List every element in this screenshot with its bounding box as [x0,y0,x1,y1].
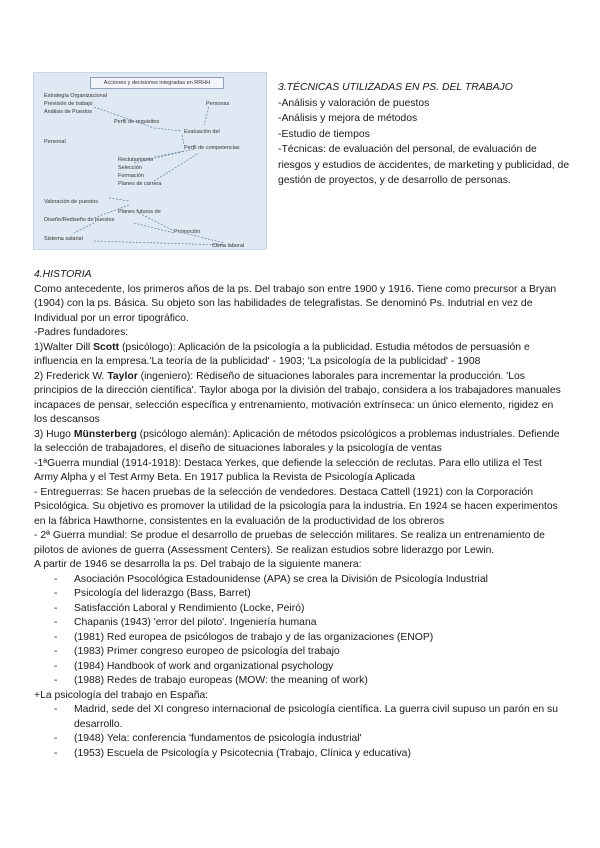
section-3-techniques [278,80,570,189]
ww1-paragraph: -1ªGuerra mundial (1914-1918): Destaca Yerkes, que defiende la selección de reclutas. Para ello utiliza el Test Army Alpha y el Test Army Beta. En 1917 publica la Revista de Psicología Aplicada [34,457,542,483]
list-item: - (1988) Redes de trabajo europeas (MOW: the meaning of work) [34,674,564,689]
diagram-label: Personas [206,101,230,107]
technique-line: -Análisis y mejora de métodos [278,113,418,124]
section-4-heading: 4.HISTORIA [34,269,92,280]
post1946-paragraph: A partir de 1946 se desarrolla la ps. Del trabajo de la siguiente manera: [34,559,362,570]
founder-name: Münsterberg [73,428,137,440]
diagram-label: Perfil de competencias [184,145,240,151]
rrhh-diagram-figure [33,72,267,250]
list-item: - Asociación Psocológica Estadounidense (APA) se crea la División de Psicología Industrial [34,573,564,588]
founder-description: (psicólogo alemán): Aplicación de métodos psicológicos a problemas industriales. Defiende la selección de trabajadores, el diseño de situaciones laborales y la psicología de ventas [34,428,560,454]
ww2-paragraph: - 2ª Guerra mundial: Se produe el desarrollo de pruebas de selección militares. Se realiza un entrenamiento de pilotos de aviones de guerra (Assessment Centers). Se realizan estudios sobre liderazgo por Lewin. [34,530,545,556]
list-item: - Satisfacción Laboral y Rendimiento (Locke, Peiró) [34,602,564,617]
diagram-label: Formación [118,173,144,179]
founder-description: (ingeniero): Rediseño de situaciones laborales para incrementar la producción. 'Los principios de la dirección científica'. Taylor aboga por la división del trabajo, considera a los trabajadores manuales incapaces de pensar, selección específica y entrenamiento, motivación extrínseca: un único elemento, rigidez en los descansos [34,370,561,425]
diagram-label: Planes de carrera [118,181,162,187]
spain-paragraph: +La psicología del trabajo en España: [34,689,209,701]
section-4-history [34,268,564,761]
founder-prefix: 1)Walter Dill [34,341,94,353]
list-item: - Madrid, sede del XI congreso internacional de psicología científica. La guerra civil supuso un parón en su desarrollo. [34,703,564,732]
founder-description: (psicólogo): Aplicación de la psicología a la publicidad. Estudia métodos de persuasión e influencia en la empresa.'La teoría de la publicidad' - 1903; 'La psicología de la publicidad' - 1908 [34,341,530,367]
founder-taylor [34,370,564,428]
list-item: - (1953) Escuela de Psicología y Psicotecnia (Trabajo, Clínica y educativa) [34,747,564,762]
interwar-paragraph: - Entreguerras: Se hacen pruebas de la selección de vendedores. Destaca Cattell (1921) con la Corporación Psicológica. Su objetivo es promover la utilidad de la psicología para la industria. En 1924 se hacen experimentos en la fábrica Hawthorne, consistentes en la evaluación de la productividad de los obreros [34,486,558,527]
diagram-label: Clima laboral [212,243,245,249]
diagram-label: Análisis de Puestos [44,109,92,115]
spain-list [34,703,564,761]
diagram-label: Sistema salarial [44,236,83,242]
founders-label: -Padres fundadores: [34,327,129,338]
diagram-label: Planes futuros de [118,209,161,215]
diagram-label: Promoción [174,229,201,235]
diagram-title: Acciones y decisiones integradas en RRHH [90,77,224,89]
list-item: - Psicología del liderazgo (Bass, Barret) [34,587,564,602]
list-item: - Chapanis (1943) 'error del piloto'. Ingeniería humana [34,616,564,631]
diagram-label: Personal [44,139,66,145]
post1946-list [34,573,564,689]
technique-line: -Análisis y valoración de puestos [278,97,430,109]
technique-line: -Técnicas: de evaluación del personal, de evaluación de riesgos y estudios de accidentes, de marketing y publicidad, de gestión de proyectos, y de desarrollo de personas. [278,144,570,186]
technique-line: -Estudio de tiempos [278,128,370,140]
founder-scott [34,341,564,370]
diagram-label: Reclutamiento [118,157,154,163]
diagram-label: Estrategia Organizacional [44,93,107,99]
diagram-label: Evaluación del [184,129,220,135]
founder-name: Taylor [107,370,138,382]
founder-prefix: 3) Hugo [34,428,74,440]
list-item: - (1983) Primer congreso europeo de psicología del trabajo [34,645,564,660]
diagram-label: Perfil de requisitos [114,119,160,125]
list-item: - (1981) Red europea de psicólogos de trabajo y de las organizaciones (ENOP) [34,631,564,646]
list-item: - (1984) Handbook of work and organizational psychology [34,660,564,675]
section-3-heading: 3.TÉCNICAS UTILIZADAS EN PS. DEL TRABAJO [278,82,513,93]
list-item: - (1948) Yela: conferencia 'fundamentos de psicología industrial' [34,732,564,747]
diagram-label: Previsión de trabajo [44,101,93,107]
diagram-label: Valoración de puestos [44,199,99,205]
diagram-label: Selección [118,165,142,171]
founder-prefix: 2) Frederick W. [34,370,108,382]
founder-name: Scott [93,341,120,353]
founder-munsterberg [34,428,564,457]
diagram-label: Diseño/Rediseño de puestos [44,217,115,223]
history-intro: Como antecedente, los primeros años de la ps. Del trabajo son entre 1900 y 1916. Tiene como precursor a Bryan (1904) con la ps. Básica. Su objeto son las habilidades de telegrafistas. Se denominó Ps. Indutrial en vez de Individual por un error tipográfico. [34,283,557,324]
